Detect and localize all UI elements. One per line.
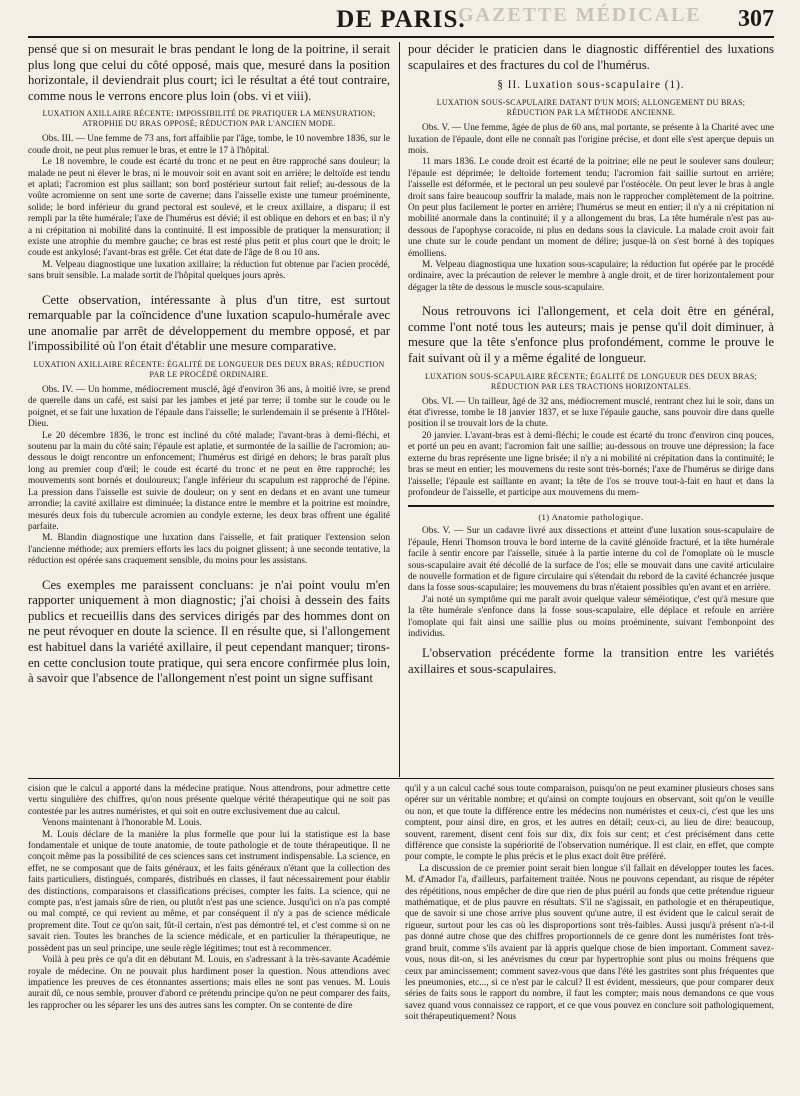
obs-4-outcome: M. Blandin diagnostique une luxation dans l'aisselle, et fait pratiquer l'extension selon l'ancienne méthode; aux premiers efforts les lacs du poignet glissent; à une seconde tentative, la réduction est opérée sans craquement sensible, du moins pour les assistans.	[28, 533, 390, 567]
ghost-running-title: GAZETTE MÉDICALE	[458, 4, 702, 26]
footnote-obs: Obs. V. — Sur un cadavre livré aux dissections et atteint d'une luxation sous-scapulaire de l'épaule, Henri Thomson trouva le bord interne de la cavité glénoïde fracturé, et la tête humérale facile à sentir encore par l'aisselle, située à la partie interne du col de l'omoplate où le muscle sous-scapulaire avait été décollé de la surface de l'os; elle se mouvait dans une cavité articulaire de nouvelle formation et de figure circulaire qui s'étendait du rebord de la cavité échancrée jusque dans la fosse sous-scapulaire; les mouvemens du bras n'étaient possibles qu'en avant et en arrière.	[408, 526, 774, 594]
bottom-left-column	[28, 784, 390, 1092]
footnote-note: J'ai noté un symptôme qui me paraît avoir quelque valeur séméiotique, c'est qu'à mesure que la tête humérale s'enfonce dans la fosse sous-scapulaire, elle déplace et refoule en arrière l'omoplate qui fait ainsi une saillie plus ou moins proéminente, suivant l'embonpoint des individus.	[408, 594, 774, 639]
obs-5-intro: Obs. V. — Une femme, âgée de plus de 60 ans, mal portante, se présente à la Charité avec une luxation de l'épaule, dont elle ne connaît pas l'origine précise, et dont elle s'est aperçue depuis un mois.	[408, 123, 774, 156]
obs-6-exam: 20 janvier. L'avant-bras est à demi-fléchi; le coude est écarté du tronc d'environ cinq pouces, et porté un peu en avant; l'acromion fait une saillie; au-dessous on trouve une dépression; la face externe du bras représente une ligne brisée; il n'y a ni mobilité ni crépitation dans la continuité; le bras se meut en entier; les mouvemens du reste sont très-bornés; l'axe de l'humérus se dirige dans l'aisselle; l'épaule est saillante en avant; la tête de l'os se trouve tout-à-fait en haut et dans la profondeur de l'aisselle, et participe aux mouvemens du mem-	[408, 430, 774, 498]
commentary-paragraph-2: Nous retrouvons ici l'allongement, et cela doit être en général, comme l'ont noté tous les auteurs; mais je pense qu'il doit diminuer, à mesure que la tête s'enfonce plus profondément, comme le prouve le fait suivant où il y a même égalité de longueur.	[408, 304, 774, 366]
case-heading-3: LUXATION SOUS-SCAPULAIRE DATANT D'UN MOIS; ALLONGEMENT DU BRAS; RÉDUCTION PAR LA MÉTHODE ANCIENNE.	[436, 98, 746, 118]
obs-3-exam: Le 18 novembre, le coude est écarté du tronc et ne peut en être rapproché sans douleur; la malade ne peut ni élever le bras, ni le mouvoir soit en avant soit en arrière; le deltoïde est tendu et aplati; l'acromion est plus saillant; son bord postérieur surtout fait relief; au-dessous de la voûte acromienne on sent une sorte de caverne; dans l'aisselle existe une tumeur proéminente, solide; le bord inférieur du grand pectoral est soulevé, et le creux axillaire, a disparu; il est rempli par la tête humérale; l'axe de l'humérus est dévié; il est oblique en dehors et en bas; il n'y a ni crépitation ni mobilité dans la continuité. Il est impossible de pratiquer la mensuration; il existe une atrophie du membre gauche; ce bras est resté plus petit et plus court que le droit; le coude est ankylosé; l'avant-bras est grêle. Cet état date de l'âge de 8 ou 10 ans.	[28, 157, 390, 259]
section-heading: § II. Luxation sous-scapulaire (1).	[497, 79, 685, 92]
obs-5-exam: 11 mars 1836. Le coude droit est écarté de la poitrine; elle ne peut le soulever sans douleur; l'épaule est déprimée; le deltoïde fortement tendu; l'acromion fait saillie surtout en arrière; l'aisselle est déformée, et le pectoral un peu soulevé par l'ostéocèle. On peut lever le bras à angle droit sans faire beaucoup souffrir la malade, mais non le rapprocher complètement de la poitrine. On peut plus facilement le porter en arrière; l'humérus se meut en entier; il n'y a ni crépitation ni mobilité anormale dans la continuité; il y a allongement du bras. La tête humérale n'est pas au-dessous de l'apophyse coracoïde, ni plus en dedans sous la clavicule. La malade croit avoir fait une chute sur le coude pendant un moment de délire; jusque-là on s'est borné à des topiques émolliens.	[408, 157, 774, 259]
case-heading-1: LUXATION AXILLAIRE RÉCENTE: IMPOSSIBILITÉ DE PRATIQUER LA MENSURATION; ATROPHIE DU BRAS OPPOSÉ; RÉDUCTION PAR L'ANCIEN MODE.	[42, 109, 376, 129]
left-continuation-paragraph: pensé que si on mesurait le bras pendant le long de la poitrine, il serait plus long que celui du côté opposé, mais que, mesuré dans la position horizontale, il deviendrait plus court; ici le résultat a été tout contraire, comme nous le verrons encore plus loin (obs. vi et viii).	[28, 42, 390, 103]
obs-3-intro: Obs. III. — Une femme de 73 ans, fort affaiblie par l'âge, tombe, le 10 novembre 1836, sur le coude droit, ne peut plus remuer le bras, et entre le 17 à l'hôpital.	[28, 134, 390, 156]
bottom-right-column	[405, 784, 774, 1092]
right-continuation-paragraph: pour décider le praticien dans le diagnostic différentiel des luxations scapulaires et des fractures du col de l'humérus.	[408, 42, 774, 72]
obs-4-exam: Le 20 décembre 1836, le tronc est incliné du côté malade; l'avant-bras à demi-fléchi, et soutenu par la main du côté sain; l'épaule est aplatie, et surmontée de la saillie de l'acromion; au-dessous le doigt rencontre un enfoncement; l'humérus est dirigé en dehors; le bras paraît plus long au premier coup d'œil; le coude est écarté du tronc et ne peut en être rapproché; les mouvements sont bornés et douloureux; l'angle inférieur du scapulum est rapproché de l'épine. La pression dans l'aisselle est suivie de douleur; on y sent en dedans et en avant une tumeur arrondie; la cavité axillaire est diminuée; la distance entre le membre et la poitrine est moindre, mesurés deux fois du tubercule acromien au condyle externe, les deux bras offrent une égalité parfaite.	[28, 430, 390, 532]
running-title: DE PARIS.	[336, 6, 466, 33]
br-paragraph-1: qu'il y a un calcul caché sous toute comparaison, puisqu'on ne peut examiner plusieurs choses sans opérer sur un véritable nombre; et qu'ainsi on compte toujours en observant, soit qu'on le veuille ou non, et que toute la différence entre les médecins non numéristes et ceux-ci, c'est que les uns comptent, pour ainsi dire, en gros, et les autres en détail; ceux-ci, au lieu de dire: beaucoup, souvent, rarement, disent cent fois sur dix, dix fois sur cent; et c'est précisément dans cette différence que consiste la supériorité de l'observation numérique. Il est clair, en effet, que compte pour compte, le compte le plus précis et le plus exact doit être préféré.	[405, 784, 774, 863]
obs-4-intro: Obs. IV. — Un homme, médiocrement musclé, âgé d'environ 36 ans, à moitié ivre, se prend de querelle dans un café, est saisi par les jambes et jeté par terre; il tombe sur le coude ou le poignet, et se fait une luxation de l'épaule dans l'aisselle; le surlendemain il se présente à l'Hôtel-Dieu.	[28, 385, 390, 430]
conclusion-paragraph: Ces exemples me paraissent concluans: je n'ai point voulu m'en rapporter uniquement à mon diagnostic; j'ai choisi à dessein des faits publics et recueillis dans des services dirigés par des hommes dont on ne peut révoquer en doute la science. Il en résulte que, si l'allongement est habituel dans la variété axillaire, il peut cependant manquer; tirons-en cette conclusion toute pratique, qui sera encore confirmée plus loin, à savoir que l'absence de l'allongement n'est point un signe suffisant	[28, 577, 390, 686]
page-header	[28, 4, 774, 34]
page-number: 307	[738, 6, 774, 32]
footnote-heading: (1) Anatomie pathologique.	[538, 513, 644, 523]
section-divider	[28, 778, 774, 779]
transition-paragraph: L'observation précédente forme la transition entre les variétés axillaires et sous-scapulaires.	[408, 646, 774, 676]
obs-6-intro: Obs. VI. — Un tailleur, âgé de 32 ans, médiocrement musclé, rentrant chez lui le soir, dans un état d'ivresse, tombe le 18 janvier 1837, et se luxe l'épaule gauche, sans pouvoir dire dans quelle position il se trouvait lors de la chute.	[408, 396, 774, 430]
obs-5-outcome: M. Velpeau diagnostiqua une luxation sous-scapulaire; la réduction fut opérée par le procédé ordinaire, avec la précaution de relever le membre à angle droit, et de tirer horizontalement pour dégager la tête de dessous le muscle sous-scapulaire.	[408, 260, 774, 293]
bl-paragraph-2: Venons maintenant à l'honorable M. Louis.	[42, 818, 202, 829]
case-heading-2: LUXATION AXILLAIRE RÉCENTE: ÉGALITÉ DE LONGUEUR DES DEUX BRAS; RÉDUCTION PAR LE PROCÉDÉ ORDINAIRE.	[33, 360, 385, 380]
footnote-rule	[408, 505, 774, 507]
obs-3-outcome: M. Velpeau diagnostique une luxation axillaire; la réduction fut obtenue par l'acien procédé, sans bruit sensible. La malade sortit de l'hôpital quelques jours après.	[28, 259, 390, 282]
left-column	[28, 42, 390, 774]
bl-paragraph-4: Voilà à peu près ce qu'a dit en débutant M. Louis, en s'adressant à la très-savante Académie royale de médecine. On ne pouvait plus hardiment poser la question. Nous attendions avec impatience les preuves de ces étonnantes assertions; mais elles ne sont pas venues. M. Louis aurait dû, ce nous semble, prouver d'abord ce prétendu principe qu'on ne peut comparer des faits, les rapprocher ou les séparer les uns des autres sans les compter. On se contente de dire	[28, 955, 390, 1011]
case-heading-4: LUXATION SOUS-SCAPULAIRE RÉCENTE; ÉGALITÉ DE LONGUEUR DES DEUX BRAS; RÉDUCTION PAR LES TRACTIONS HORIZONTALES.	[424, 371, 758, 391]
commentary-paragraph-1: Cette observation, intéressante à plus d'un titre, est surtout remarquable par la coïncidence d'une luxation scapulo-humérale avec une anomalie par arrêt de développement du membre opposé, et par l'impossibilité où l'on était d'établir une mesure comparative.	[28, 292, 390, 354]
column-divider	[399, 42, 400, 777]
br-paragraph-2: La discussion de ce premier point serait bien longue s'il fallait en développer toutes les faces. M. d'Amador l'a, d'ailleurs, parfaitement traitée. Nous ne pouvons cependant, au risque de répéter des répétitions, nous empêcher de dire que rien de plus puéril au fonds que cette prétendue rigueur mathématique, et de plus pauvre en résultats. S'il ne s'agissait, en pathologie et en thérapeutique, que de savoir si une chose arrive plus souvent qu'une autre, il est évident que le calcul serait de rigueur, surtout pour les cas où les disproportions sont très-faibles. Aussi jusqu'à présent n'a-t-il pas donné autre chose que des chiffres proportionnels de ce genre dont les numéristes font très-grand bruit, comme s'ils avaient par là appris quelque chose de bien important. Comment savez-vous, nous dit-on, si les anévrismes du cœur par hypertrophie sont plus ou moins fréquens que ceux par amincissement; comment savez-vous que dans l'été les gastrites sont plus fréquentes que les pneumonies, etc..., si ce n'est par le calcul? Il est évident, messieurs, que pour comparer deux séries de faits sous le rapport du nombre, il faut les compter; mais nous demandons ce que vous savez quand vous connaissez ce rapport, et ce que vous pouvez en conclure soit pathologiquement, soit thérapeutiquement? Nous	[405, 863, 774, 1023]
header-rule	[28, 36, 774, 38]
right-column	[408, 42, 774, 772]
bl-paragraph-1: cision que le calcul a apporté dans la médecine pratique. Nous attendrons, pour admettre cette vertu singulière des chiffres, qu'on nous présente quelque vérité thérapeutique qui ne soit pas contestée par les autres numéristes, et qui soit en outre exclusivement due au calcul.	[28, 784, 390, 817]
bl-paragraph-3: M. Louis déclare de la manière la plus formelle que pour lui la statistique est la base fondamentale et unique de toute anatomie, de toute pathologie et de toute thérapeutique. Il ne conçoit même pas la possibilité de ces sciences sans cet instrument indispensable. La science, en effet, ne se composant que de faits généraux, et les faits généraux n'étant que la collection des faits particuliers, distingués, comparés, distribués en classes, il faut nécessairement pour établir des distinctions, comparaisons et classifications précises, compter les faits. La science, qui ne compte pas, n'est jamais sûre de rien, ou plutôt n'est pas une science. Jusqu'ici on n'a pas compté ou mal compté, ce qui revient au même, et par conséquent il n'y a pas de science médicale proprement dite. Tout ce qu'on sait, fût-il certain, n'est pas démontré tel, et c'est comme si on ne savait rien. Toutes les branches de la science médicale, et en particulier la thérapeutique, ne possèdent pas un seul principe, une seule règle légitimes; tout est à recommencer.	[28, 829, 390, 954]
